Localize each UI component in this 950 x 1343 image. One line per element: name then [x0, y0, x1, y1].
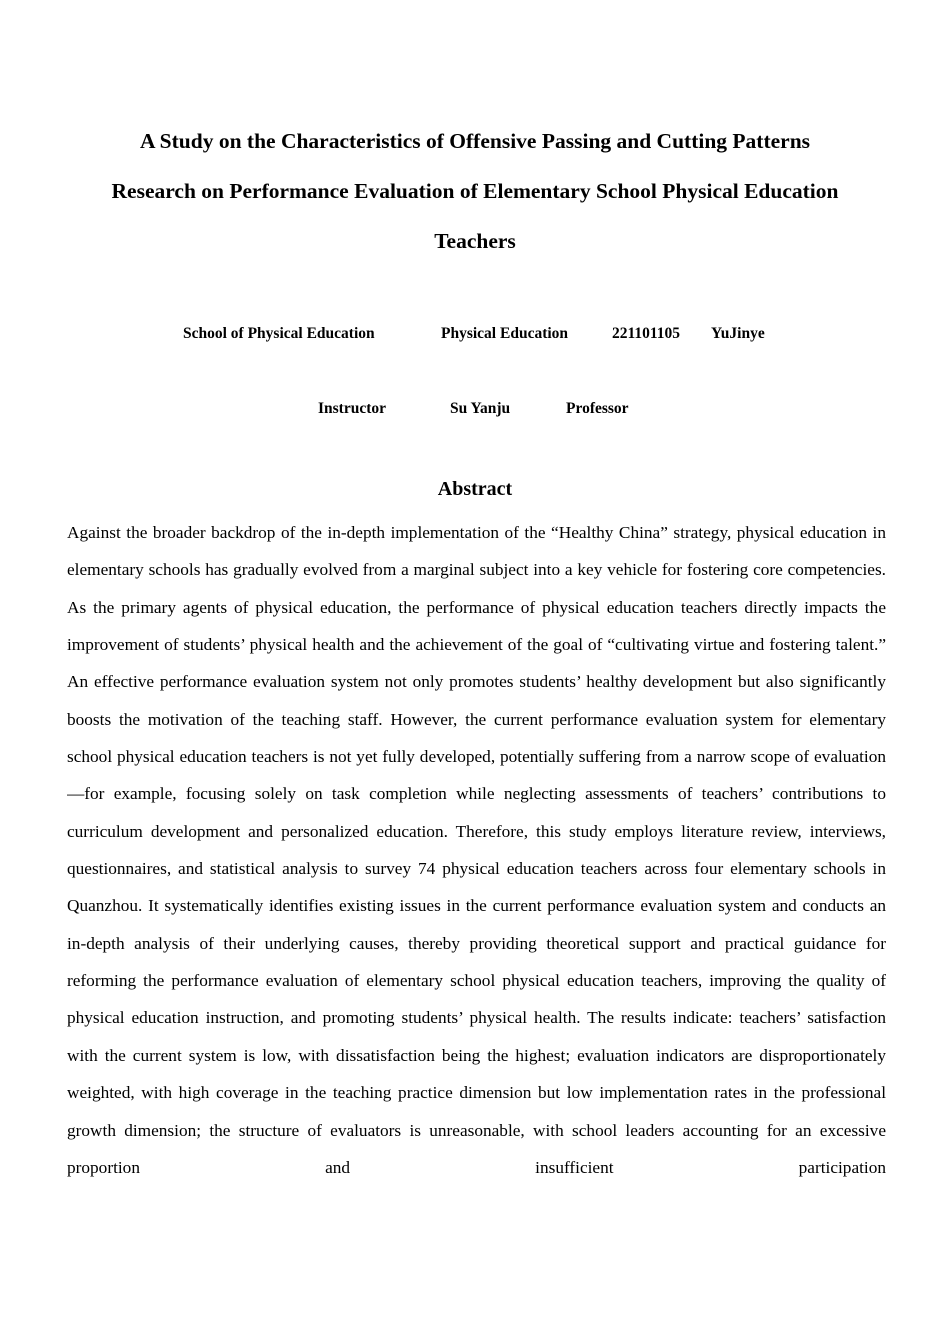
author-name: YuJinye — [711, 325, 765, 342]
author-student-id: 221101105 — [612, 325, 681, 342]
author-school: School of Physical Education — [183, 325, 375, 342]
instructor-name: Su Yanju — [450, 400, 511, 417]
abstract-heading: Abstract — [437, 478, 513, 500]
title-line-3: Teachers — [434, 229, 516, 253]
title-line-1: A Study on the Characteristics of Offensive Passing and Cutting Patterns — [139, 129, 811, 153]
instructor-label: Instructor — [318, 400, 387, 417]
title-line-2: Research on Performance Evaluation of Elementary School Physical Education — [111, 179, 839, 203]
abstract-body: Against the broader backdrop of the in-depth implementation of the “Healthy China” strategy, physical education in elementary schools has gradually evolved from a marginal subject into a key vehicle for fostering core competencies. As the primary agents of physical education, the performance of physical education teachers directly impacts the improvement of students’ physical health and the achievement of the goal of “cultivating virtue and fostering talent.” An effective performance evaluation system not only promotes students’ healthy development but also significantly boosts the motivation of the teaching staff. However, the current performance evaluation system for elementary school physical education teachers is not yet fully developed, potentially suffering from a narrow scope of evaluation—for example, focusing solely on task completion while neglecting assessments of teachers’ contributions to curriculum development and personalized education. Therefore, this study employs literature review, interviews, questionnaires, and statistical analysis to survey 74 physical education teachers across four elementary schools in Quanzhou. It systematically identifies existing issues in the current performance evaluation system and conducts an in-depth analysis of their underlying causes, thereby providing theoretical support and practical guidance for reforming the performance evaluation of elementary school physical education teachers, improving the quality of physical education instruction, and promoting students’ physical health. The results indicate: teachers’ satisfaction with the current system is low, with dissatisfaction being the highest; evaluation indicators are disproportionately weighted, with high coverage in the teaching practice dimension but low implementation rates in the professional growth dimension; the structure of evaluators is unreasonable, with school leaders accounting for an excessive proportion and insufficient participation — [67, 523, 886, 1177]
author-major: Physical Education — [441, 325, 569, 342]
instructor-title: Professor — [566, 400, 629, 417]
